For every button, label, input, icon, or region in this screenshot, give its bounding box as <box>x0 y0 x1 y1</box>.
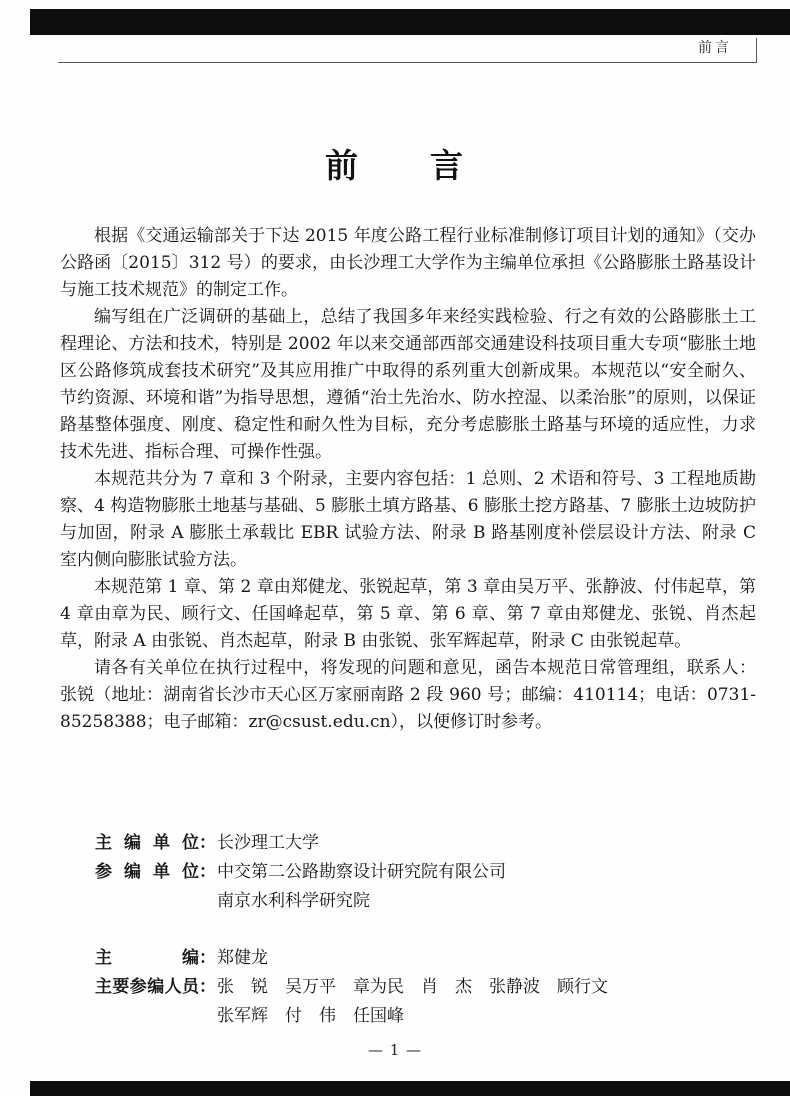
paragraph-3: 本规范共分为 7 章和 3 个附录，主要内容包括：1 总则、2 术语和符号、3 工程地质勘察、4 构造物膨胀土地基与基础、5 膨胀土填方路基、6 膨胀土挖方路基、7 膨胀土边坡防护与加固，附录 A 膨胀土承载比 EBR 试验方法、附录 B 路基刚度补偿层设计方法、附录 C 室内侧向膨胀试验方法。 <box>60 469 756 570</box>
editor-label: 主要参编人员 <box>95 977 199 997</box>
paragraph-1: 根据《交通运输部关于下达 2015 年度公路工程行业标准制修订项目计划的通知》（交办公路函〔2015〕312 号）的要求，由长沙理工大学作为主编单位承担《公路膨胀土路基设计与施工技术规范》的制定工作。 <box>60 226 756 300</box>
editor-value: 郑健龙 <box>217 948 268 968</box>
editor-value: 张军辉 付 伟 任国峰 <box>217 1006 404 1026</box>
editor-label: 主编单位 <box>95 833 199 853</box>
editor-value: 张 锐 吴万平 章为民 肖 杰 张静波 顾行文 <box>217 977 608 997</box>
editor-value: 长沙理工大学 <box>217 833 319 853</box>
editors-section <box>95 829 608 1031</box>
scan-edge-bottom-bar <box>30 1081 790 1096</box>
paragraph-2: 编写组在广泛调研的基础上，总结了我国多年来经实践检验、行之有效的公路膨胀土工程理论、方法和技术，特别是 2002 年以来交通部西部交通建设科技项目重大专项“膨胀土地区公路修筑成套技术研究”及其应用推广中取得的系列重大创新成果。本规范以“安全耐久、节约资源、环境和谐”为指导思想，遵循“治土先治水、防水控湿、以柔治胀”的原则，以保证路基整体强度、刚度、稳定性和耐久性为目标，充分考虑膨胀土路基与环境的适应性，力求技术先进、指标合理、可操作性强。 <box>60 307 756 462</box>
editor-value: 中交第二公路勘察设计研究院有限公司 <box>217 862 506 882</box>
running-header: 前言 <box>698 40 732 56</box>
editor-value: 南京水利科学研究院 <box>217 891 370 911</box>
paragraph-5: 请各有关单位在执行过程中，将发现的问题和意见，函告本规范日常管理组，联系人：张锐（地址：湖南省长沙市天心区万家丽南路 2 段 960 号；邮编：410114；电话：0731-85258388；电子邮箱：zr@csust.edu.cn），以便修订时参考。 <box>60 658 756 732</box>
editor-row-main-participants-cont <box>95 1002 608 1031</box>
header-rule <box>58 62 757 63</box>
editor-label: 主编 <box>95 948 199 968</box>
preface-body <box>60 223 756 736</box>
editor-row-chief-editor <box>95 944 608 973</box>
paragraph-4: 本规范第 1 章、第 2 章由郑健龙、张锐起草，第 3 章由吴万平、张静波、付伟起草，第 4 章由章为民、顾行文、任国峰起草，第 5 章、第 6 章、第 7 章由郑健龙、张锐、肖杰起草，附录 A 由张锐、肖杰起草，附录 B 由张锐、张军辉起草，附录 C 由张锐起草。 <box>60 577 756 651</box>
editor-colon: ： <box>199 948 216 968</box>
editor-row-chief-unit <box>95 829 608 858</box>
editor-colon: ： <box>199 862 216 882</box>
editor-row-participating-unit-cont <box>95 887 608 916</box>
editor-label: 参编单位 <box>95 862 199 882</box>
page-number: — 1 — <box>367 1041 423 1059</box>
editor-row-participating-unit <box>95 858 608 887</box>
editor-row-main-participants <box>95 973 608 1002</box>
page-title: 前 言 <box>325 146 465 185</box>
editor-colon: ： <box>199 977 216 997</box>
header-rule-tick <box>756 38 757 63</box>
scan-edge-top-bar <box>30 9 790 35</box>
editor-colon: ： <box>199 833 216 853</box>
